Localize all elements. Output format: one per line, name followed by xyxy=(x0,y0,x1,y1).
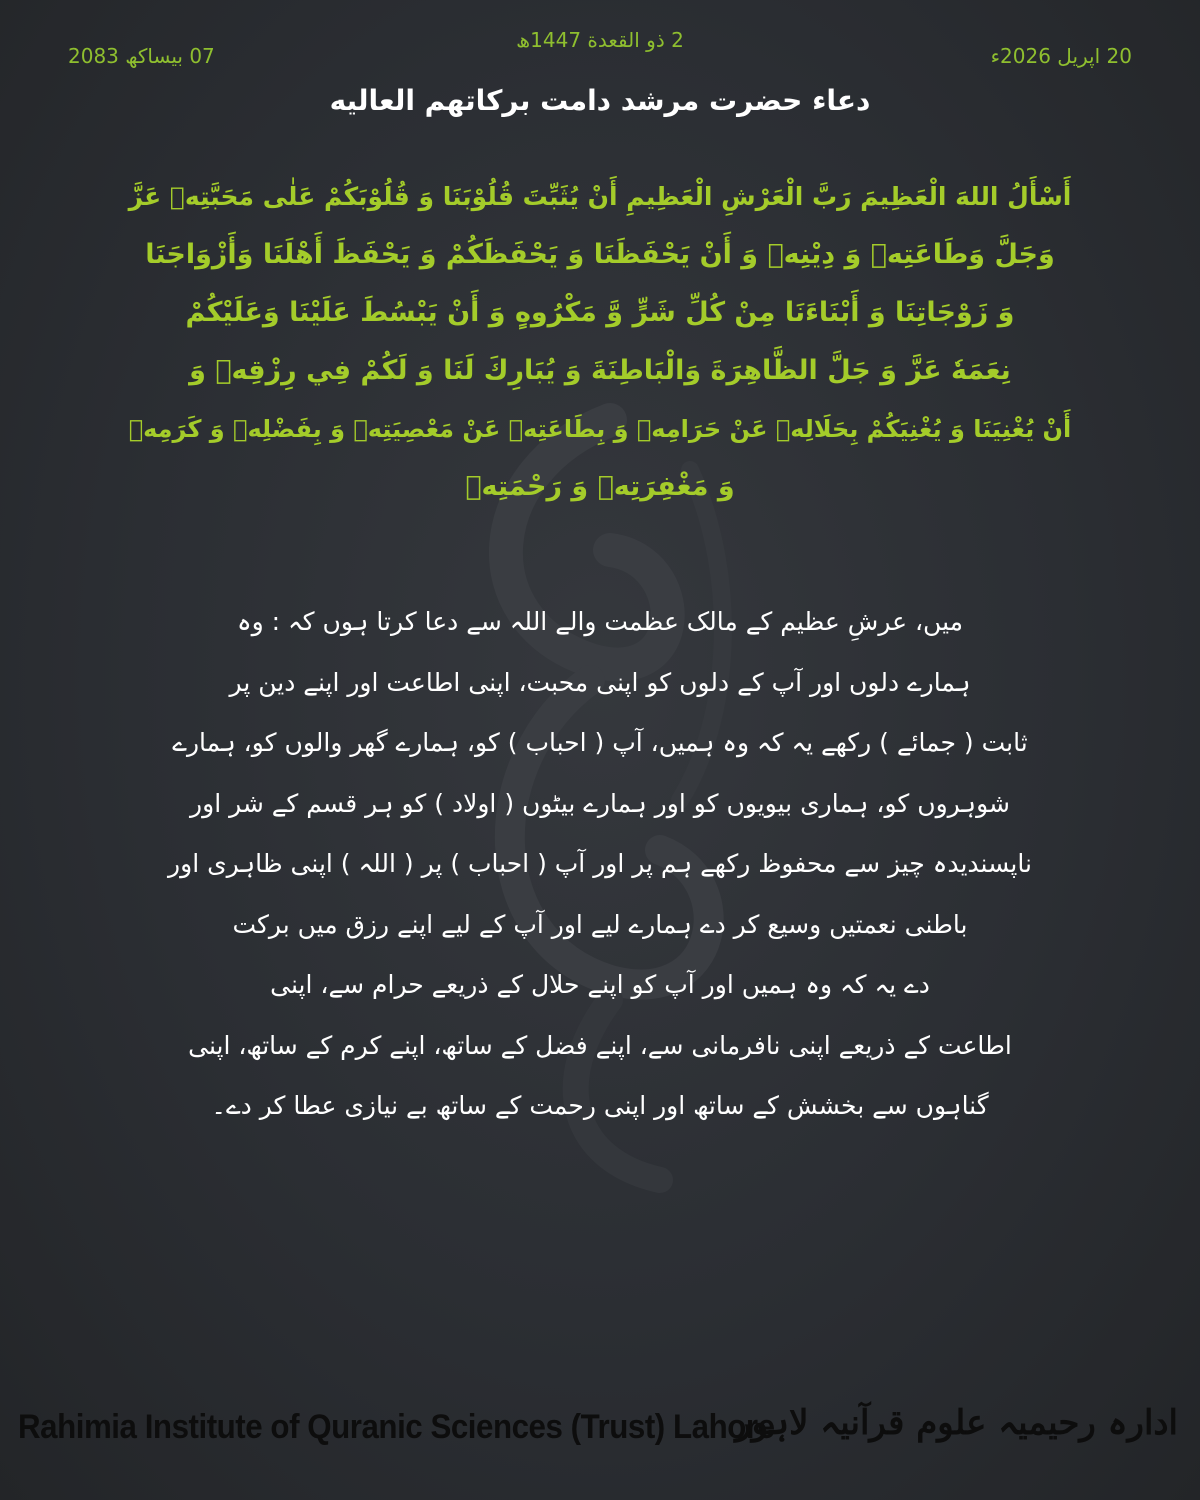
urdu-line: ہمارے دلوں اور آپ کے دلوں کو اپنی محبت، اپنی اطاعت اور اپنے دین پر xyxy=(229,667,971,697)
urdu-line: باطنی نعمتیں وسیع کر دے ہمارے لیے اور آپ کے لیے اپنے رزق میں برکت xyxy=(232,909,968,939)
urdu-line: میں، عرشِ عظیم کے مالک عظمت والے اللہ سے دعا کرتا ہوں کہ : وہ xyxy=(236,607,964,636)
arabic-dua xyxy=(110,168,1090,516)
urdu-line: ثابت ( جمائے ) رکھے یہ کہ وہ ہمیں، آپ ( احباب ) کو، ہمارے گھر والوں کو، ہمارے xyxy=(172,728,1028,757)
urdu-line: گناہوں سے بخشش کے ساتھ اور اپنی رحمت کے ساتھ بے نیازی عطا کر دے۔ xyxy=(211,1091,989,1120)
urdu-line: ناپسندیدہ چیز سے محفوظ رکھے ہم پر اور آپ ( احباب ) پر ( اللہ ) اپنی ظاہری اور xyxy=(168,849,1032,878)
urdu-line: اطاعت کے ذریعے اپنی نافرمانی سے، اپنے فضل کے ساتھ، اپنے کرم کے ساتھ، اپنی xyxy=(188,1030,1012,1060)
arabic-line: أَنْ يُغْنِيَنَا وَ يُغْنِيَكُمْ بِحَلَالِهٖ عَنْ حَرَامِهٖ وَ بِطَاعَتِهٖ عَنْ مَعْصِيَتِهٖ وَ بِفَضْلِهٖ وَ كَرَمِهٖ xyxy=(128,415,1072,443)
arabic-line: أَسْأَلُ اللهَ الْعَظِيمَ رَبَّ الْعَرْشِ الْعَظِيمِ أَنْ يُثَبِّتَ قُلُوْبَنَا وَ قُلُوْبَكُمْ عَلٰى مَحَبَّتِهٖ عَزَّ xyxy=(128,182,1072,211)
footer-institute-logo: ادارہ رحیمیہ علوم قرآنیہ لاہور xyxy=(735,1403,1178,1443)
urdu-line: شوہروں کو، ہماری بیویوں کو اور ہمارے بیٹوں ( اولاد ) کو ہر قسم کے شر اور xyxy=(190,788,1010,818)
date-gregorian: 20 اپریل 2026ء xyxy=(990,44,1132,68)
date-bikrami: 07 بیساکھ 2083 xyxy=(68,44,215,68)
arabic-line: وَ زَوْجَاتِنَا وَ أَبْنَاءَنَا مِنْ كُلِّ شَرٍّ وَّ مَكْرُوهٍ وَ أَنْ يَبْسُطَ عَلَيْنَا وَعَلَيْكُمْ xyxy=(185,297,1015,328)
urdu-translation xyxy=(130,592,1070,1137)
page-title: دعاء حضرت مرشد دامت برکاتهم العالیه xyxy=(329,84,871,117)
footer xyxy=(0,1400,1200,1480)
urdu-line: دے یہ کہ وہ ہمیں اور آپ کو اپنے حلال کے ذریعے حرام سے، اپنی xyxy=(270,970,930,999)
date-hijri: 2 ذو القعدة 1447ھ xyxy=(516,28,684,52)
arabic-line: وَجَلَّ وَطَاعَتِهٖ وَ دِيْنِهٖ وَ أَنْ يَحْفَظَنَا وَ يَحْفَظَكُمْ وَ يَحْفَظَ أَهْلَنَا وَأَزْوَاجَنَا xyxy=(145,239,1055,270)
arabic-line: وَ مَغْفِرَتِهٖ وَ رَحْمَتِهٖ xyxy=(465,471,735,502)
footer-institute-name: Rahimia Institute of Quranic Sciences (Trust) Lahore xyxy=(18,1408,775,1446)
arabic-line: نِعَمَهٗ عَزَّ وَ جَلَّ الظَّاهِرَةَ وَالْبَاطِنَةَ وَ يُبَارِكَ لَنَا وَ لَكُمْ فِي رِزْقِهٖ وَ xyxy=(189,355,1011,386)
